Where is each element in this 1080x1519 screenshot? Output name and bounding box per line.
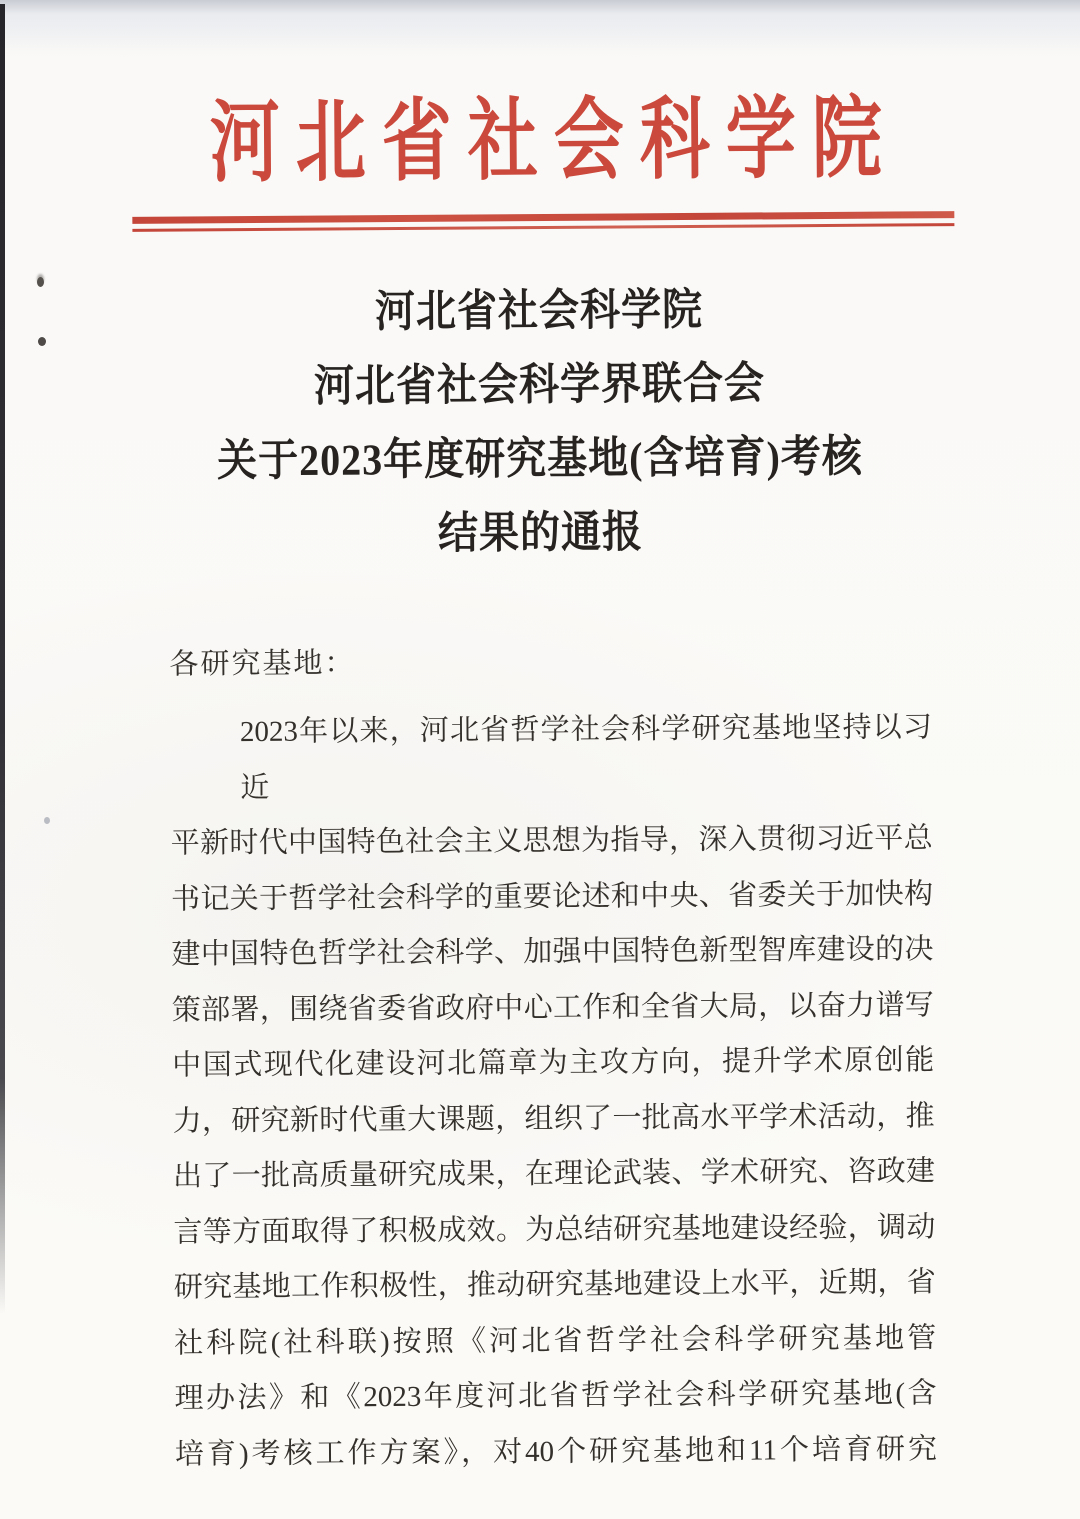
body-line: 策部署，围绕省委省政府中心工作和全省大局，以奋力谱写 [171,988,934,1027]
body-line: 平新时代中国特色社会主义思想为指导，深入贯彻习近平总 [170,822,933,860]
body-line: 力，研究新时代重大课题，组织了一批高水平学术活动，推 [172,1099,935,1138]
body-line: 言等方面取得了积极成效。为总结研究基地建设经验，调动 [173,1210,936,1249]
doc-title-line-3: 关于2023年度研究基地(含培育)考核 [217,431,863,486]
letterhead [0,90,1078,233]
letterhead-title-text: 河北省社会科学院 [209,90,899,194]
divider-thin-line [132,223,954,232]
body-line: 2023年以来，河北省哲学社会科学研究基地坚持以习近 [239,711,933,804]
doc-title-line-2: 河北省社会科学界联合会 [313,358,766,411]
divider-thick-line [132,211,954,224]
document-title [0,270,1080,574]
body-line: 理办法》和《2023年度河北省哲学社会科学研究基地(含 [174,1377,937,1415]
salutation: 各研究基地： [169,647,356,681]
body-line: 中国式现代化建设河北篇章为主攻方向，提升学术原创能 [172,1044,935,1082]
body-line: 书记关于哲学社会科学的重要论述和中央、省委关于加快构 [170,877,934,916]
letterhead-title [0,90,1078,194]
body-line: 建中国特色哲学社会科学、加强中国特色新型智库建设的决 [171,933,934,971]
body-line: 社科院(社科联)按照《河北省哲学社会科学研究基地管 [174,1321,937,1360]
body-line: 出了一批高质量研究成果，在理论武装、学术研究、咨政建 [172,1155,936,1193]
doc-title-line-1: 河北省社会科学院 [374,284,704,337]
doc-title-line-4: 结果的通报 [437,506,644,558]
body-line: 培育)考核工作方案》，对40个研究基地和11个培育研究 [174,1432,938,1471]
body-paragraph [170,700,937,1482]
letterhead-divider [132,211,954,232]
document-body [169,631,937,1482]
body-line: 研究基地工作积极性，推动研究基地建设上水平，近期，省 [173,1266,936,1304]
